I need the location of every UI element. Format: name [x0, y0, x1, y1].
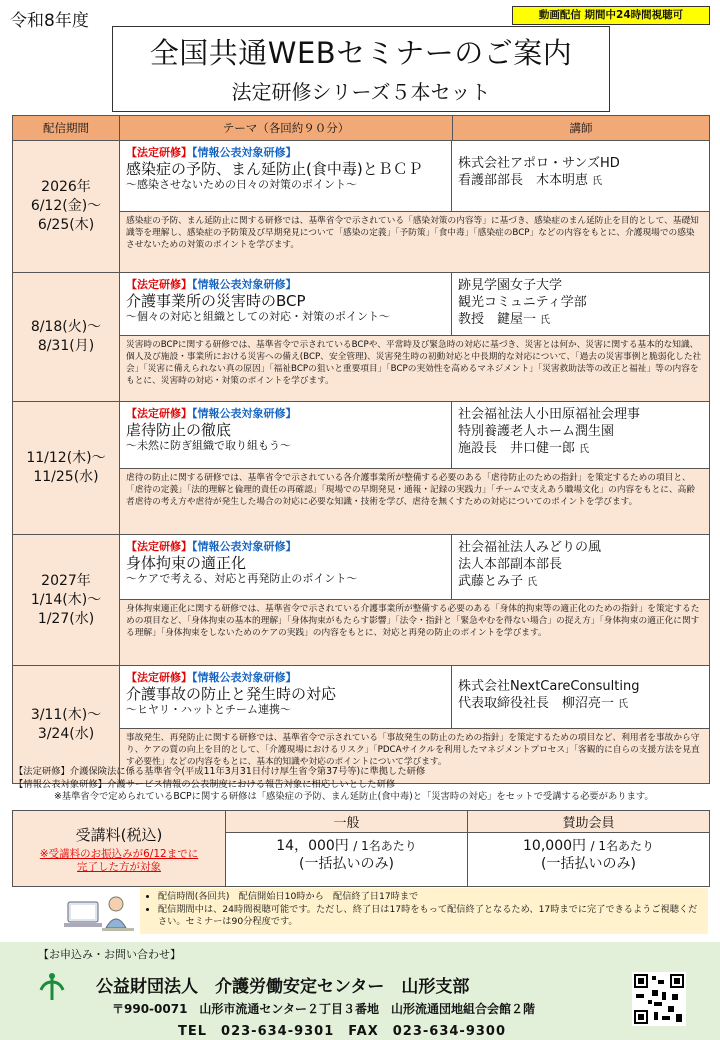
- tag-legal: 【法定研修】: [126, 146, 192, 159]
- computer-study-illustration: [62, 888, 138, 942]
- lecturer-line: 観光コミュニティ学部: [458, 295, 587, 310]
- session-description: 虐待の防止に関する研修では、基準省令で示されている各介護事業所が整備する必要のある「虐待防止のための指針」を策定するための項目と、「虐待の定義」「法的理解と倫理的責任の再確認」「現場での早期発見・通報・記録の実践力」「チームで支えあう職場文化」の内容をもとに、高齢者虐待の考え方や虐待が発生した場合の対応に必要な知識・技術を学び、虐待を無くすための対応についてのポイントを学びます。: [120, 468, 709, 534]
- lecturer-cell: [452, 666, 709, 728]
- theme-subtitle: ～ヒヤリ・ハットとチーム連携～: [126, 703, 291, 716]
- lecturer-line: 施設長 井口健一郎: [458, 441, 576, 456]
- lecturer-line: 株式会社アポロ・サンズHD: [458, 156, 620, 171]
- footnote-bcp: ※基準省令で定められているBCPに関する研修は「感染症の予防、まん延防止(食中毒)と「災害時の対応」をセットで受講する必要があります。: [54, 791, 654, 802]
- theme-cell: [120, 666, 452, 728]
- period-end: 8/31(月): [37, 338, 95, 354]
- period-cell: [13, 141, 120, 272]
- lecturer-line: 特別養護老人ホーム潤生園: [458, 424, 615, 439]
- organization-name: 公益財団法人 介護労働安定センター 山形支部: [96, 977, 470, 997]
- lecturer-cell: [452, 141, 709, 211]
- tag-info: 【情報公表対象研修】: [192, 278, 297, 291]
- fee-general-col: [226, 811, 467, 886]
- schedule-table: [12, 115, 710, 784]
- period-start: 11/12(木)～: [26, 450, 106, 466]
- period-year: 2027年: [41, 572, 91, 589]
- period-year: 2026年: [41, 179, 91, 195]
- lecturer-suffix: 氏: [592, 176, 603, 187]
- lecturer-line: 教授 鍵屋一: [458, 312, 537, 327]
- footnote-legal: 【法定研修】介護保険法に係る基準省令(平成11年3月31日付け厚生省令第37号等)に準拠した研修: [14, 766, 426, 777]
- theme-subtitle: ～ケアで考える、対応と再発防止のポイント～: [126, 572, 358, 585]
- fee-note-2: 完了した方が対象: [77, 860, 161, 873]
- lecturer-line: 武藤とみ子: [458, 574, 524, 589]
- theme-subtitle: ～個々の対応と組織としての対応・対策のポイント～: [126, 310, 390, 323]
- period-cell: [13, 535, 120, 665]
- lecturer-suffix: 氏: [527, 577, 538, 588]
- lecturer-line: 代表取締役社長 柳沼亮一: [458, 696, 615, 711]
- fee-member-price: 10,000円: [523, 838, 587, 854]
- fee-note-text: に: [187, 847, 199, 860]
- lecturer-line: 跡見学園女子大学: [458, 278, 563, 293]
- session-description: 事故発生、再発防止に関する研修では、基準省令で示されている「事故発生の防止のための指針」を策定するための項目など、利用者を事故から守り、ケアの質の向上を目的として、「介護現場におけるリスク」「PDCAサイクルを利用したマネジメントプロセス」「客観的に自らの支援方法を見直す必要性」などの内容をもとに、基本的知識や対応のポイントについて学びます。: [120, 728, 709, 783]
- lecturer-line: 法人本部副本部長: [458, 557, 563, 572]
- lecturer-line: 看護部部長 木本明恵: [458, 173, 589, 188]
- session-description: 感染症の予防、まん延防止に関する研修では、基準省令で示されている「感染対策の内容等」に基づき、感染症のまん延防止を目的として、基礎知識等を理解し、感染症の予防策及び早期発見について「感染の定義」「予防策」「食中毒」「感染症のBCP」などの内容をもとに、介護現場での感染させないための対策のポイントを学びます。: [120, 211, 709, 272]
- tag-info: 【情報公表対象研修】: [192, 540, 297, 553]
- lecturer-cell: [452, 535, 709, 599]
- fee-label: 受講料(税込): [75, 825, 163, 844]
- col-theme-header: テーマ（各回約９０分）: [120, 116, 453, 140]
- footnotes: [14, 766, 714, 804]
- lecturer-line: 社会福祉法人小田原福祉会理事: [458, 407, 641, 422]
- period-cell: [13, 402, 120, 534]
- tag-legal: 【法定研修】: [126, 407, 192, 420]
- tag-info: 【情報公表対象研修】: [192, 671, 297, 684]
- organization-address: 〒990-0071 山形市流通センター２丁目３番地 山形流通団地組合会館２階: [112, 1002, 535, 1016]
- phone-fax: TEL 023-634-9301 FAX 023-634-9300: [178, 1024, 506, 1039]
- theme-title: 介護事故の防止と発生時の対応: [126, 685, 337, 703]
- fee-member-col: [467, 811, 709, 886]
- page-title: 全国共通WEBセミナーのご案内: [149, 36, 573, 70]
- schedule-header: [13, 116, 709, 141]
- period-start: 3/11(木)～: [30, 706, 102, 723]
- fee-note: [13, 848, 225, 861]
- fee-table: [12, 810, 710, 887]
- tag-legal: 【法定研修】: [126, 278, 192, 291]
- theme-title: 介護事業所の災害時のBCP: [126, 292, 306, 310]
- period-end: 11/25(水): [33, 469, 99, 485]
- session-row: [13, 141, 709, 273]
- year-label: 令和8年度: [10, 11, 89, 31]
- fee-member-pay: (一括払いのみ): [541, 856, 636, 872]
- title-box: [112, 26, 610, 112]
- theme-cell: [120, 141, 452, 211]
- theme-cell: [120, 535, 452, 599]
- tag-info: 【情報公表対象研修】: [192, 407, 297, 420]
- session-row: [13, 402, 709, 535]
- lecturer-cell: [452, 402, 709, 468]
- period-cell: [13, 273, 120, 401]
- period-end: 3/24(水): [37, 725, 95, 742]
- period-start: 6/12(金)～: [30, 198, 102, 214]
- session-row: [13, 273, 709, 402]
- lecturer-line: 社会福祉法人みどりの風: [458, 540, 602, 555]
- fee-label-cell: [13, 811, 226, 886]
- theme-title: 虐待防止の徹底: [126, 421, 232, 439]
- session-description: 身体拘束適正化に関する研修では、基準省令で示されている介護事業所が整備する必要のある「身体的拘束等の適正化のための指針」を策定するための項目など、「身体拘束の基本的理解」「身体拘束がもたらす影響」「法令・指針と「緊急やむを得ない場合」の捉え方」「身体拘束の適正化に関する理解」「身体拘束をしないためのケアの実践」の内容をもとに、対応と再発の防止のポイントを学びます。: [120, 599, 709, 665]
- fee-general-pay: (一括払いのみ): [299, 856, 394, 872]
- fee-general-unit: / 1名あたり: [353, 839, 417, 853]
- session-description: 災害時のBCPに関する研修では、基準省令で示されているBCPや、平常時及び緊急時の対応に基づき、災害とは何か、災害に関する基本的な知識、個人及び施設・事業所における災害への備え(BCP、安全管理)、災害発生時の初動対応と中長期的な対応について、「過去の災害事例と脆弱化した社会」「災害に備えられない真の原因」「福祉BCPの狙いと重要項目」「BCPの実効性を高めるマネジメント」「災害救助法等の改正と福祉」等の内容をもとに、災害時の対応・対策のポイントを学びます。: [120, 335, 709, 401]
- fee-note-text: ※受講料のお振込みが: [39, 847, 144, 860]
- tag-legal: 【法定研修】: [126, 671, 192, 684]
- period-start: 1/14(木)～: [30, 591, 102, 608]
- theme-title: 感染症の予防、まん延防止(食中毒)とＢＣＰ: [126, 160, 423, 178]
- delivery-info-item: • 配信期間中は、24時間視聴可能です。ただし、終了日は17時をもって配信終了となるため、17時までに完了できるようご視聴ください。セミナーは90分程度です。: [158, 904, 704, 929]
- col-lecturer-header: 講師: [569, 121, 593, 135]
- period-start: 8/18(火)～: [30, 319, 102, 335]
- streaming-badge: 動画配信 期間中24時間視聴可: [512, 6, 710, 25]
- period-end: 6/25(木): [37, 217, 95, 233]
- tag-info: 【情報公表対象研修】: [192, 146, 297, 159]
- session-row: [13, 535, 709, 666]
- qr-code-icon[interactable]: [632, 972, 686, 1026]
- organization-logo-icon: [38, 972, 66, 1002]
- lecturer-cell: [452, 273, 709, 335]
- delivery-info-item: • 配信時間(各回共) 配信開始日10時から 配信終了日17時まで: [158, 891, 704, 904]
- fee-deadline: 6/12まで: [143, 847, 188, 860]
- fee-member-unit: / 1名あたり: [590, 839, 654, 853]
- fee-general-head: 一般: [226, 811, 467, 833]
- period-end: 1/27(水): [37, 610, 95, 627]
- fee-general-price: 14，000円: [276, 838, 349, 854]
- theme-title: 身体拘束の適正化: [126, 554, 247, 572]
- fee-member-head: 賛助会員: [468, 811, 709, 833]
- tag-legal: 【法定研修】: [126, 540, 192, 553]
- delivery-info: [140, 888, 708, 934]
- lecturer-suffix: 氏: [579, 444, 590, 455]
- theme-subtitle: ～未然に防ぎ組織で取り組もう～: [126, 439, 291, 452]
- contact-heading: 【お申込み・お問い合わせ】: [38, 948, 181, 961]
- theme-cell: [120, 273, 452, 335]
- lecturer-line: 株式会社NextCareConsulting: [458, 679, 640, 694]
- page-subtitle: 法定研修シリーズ５本セット: [231, 80, 491, 104]
- lecturer-suffix: 氏: [618, 699, 629, 710]
- lecturer-suffix: 氏: [540, 315, 551, 326]
- col-period-header: 配信期間: [13, 116, 120, 140]
- theme-subtitle: ～感染させないための日々の対策のポイント～: [126, 178, 357, 191]
- theme-cell: [120, 402, 452, 468]
- footnote-info: 【情報公表対象研修】介護サービス情報の公表制度における報告対象に相応しいとした研修: [14, 778, 396, 790]
